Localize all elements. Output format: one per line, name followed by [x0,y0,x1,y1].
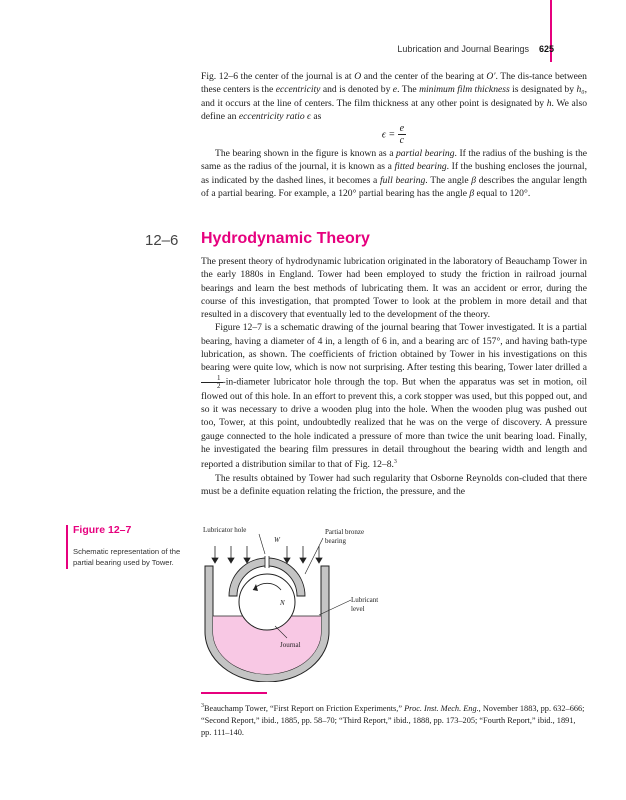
bronze-label-2: bearing [325,537,346,545]
page-number: 625 [538,44,554,54]
section-title: Hydrodynamic Theory [201,230,370,247]
speed-n-label: N [280,599,285,607]
theory-paragraph-2: Figure 12–7 is a schematic drawing of the journal bearing that Tower investigated. It is a partial bearing, having a diameter of 4 in, a length of 6 in, and a bearing arc of 157°, and having bath-type lubrication, as shown. The coefficients of friction obtained by Tower in his investigations on this bearing were quite low, which is now not surprising. After testing this bearing, Tower later drilled a $\frac{1}{2}$ -in-diameter lubricator hole through the top. But when the apparatus was set in motion, oil flowed out of this hole. In an effort to prevent this, a cork stopper was used, but this popped out, and so it was necessary to drive a wooden plug into the hole. When the wooden plug was pushed out too, Tower, at this point, undoubtedly realized that he was on the verge of discovery. A pressure gauge connected to the hole indicated a pressure of more than twice the unit bearing load. Finally, he investigated the bearing film pressures in detail throughout the bearing width and length and reported a distribution similar to that of Fig. 12–8.$^3$ [201,322,587,471]
intro-text [201,70,587,200]
load-w-label: W [274,536,280,544]
theory-paragraph-1: The present theory of hydrodynamic lubrication originated in the laboratory of Beauchamp Tower in the early 1880s in England. Tower had been employed to study the friction in railroad journal bearings and learn the best methods of lubricating them. It was an accident or error, during the course of this investigation, that prompted Tower to look at the problem in more detail and that resulted in a discovery that eventually led to the development of the theory. [201,256,587,321]
running-title: Lubrication and Journal Bearings [397,44,529,54]
section-number: 12–6 [145,232,179,249]
theory-paragraph-3: The results obtained by Tower had such regularity that Osborne Reynolds con-cluded that there must be a definite equation relating the friction, the pressure, and the [201,472,587,497]
intro-paragraph-2: The bearing shown in the figure is known as a partial bearing. If the radius of the bushing is the same as the radius of the journal, it is known as a fitted bearing. If the bushing encloses the journal, as indicated by the dashed lines, it becomes a full bearing. The angle β describes the angular length of a partial bearing. For example, a 120° partial bearing has the angle β equal to 120°. [201,148,588,200]
intro-paragraph-1: Fig. 12–6 the center of the journal is at O and the center of the bearing at O′. The dis-tance between these centers is the eccentricity and is denoted by e. The minimum film thickness is designated by h₀, and it occurs at the line of centers. The film thickness at any other point is designated by h. We also define an eccentricity ratio ϵ as [201,71,587,122]
journal-label: Journal [280,641,301,649]
eccentricity-equation [201,124,587,146]
figure-caption: Schematic representation of the partial bearing used by Tower. [73,547,181,567]
theory-text [201,255,587,498]
footnote-ref: 3 [393,459,397,466]
journal-circle [239,574,295,630]
lubricator-label: Lubricator hole [203,526,247,534]
figure-label: Figure 12–7 [73,524,132,536]
footnote-mark: 3 [201,703,204,709]
lubricator-hole [265,556,269,568]
bearing-schematic [201,522,401,682]
lubricant-label-2: level [351,605,365,613]
figure-accent-bar [66,525,68,569]
half-fraction: $\frac{1}{2}$ [201,375,223,390]
bronze-label-1: Partial bronze [325,528,365,536]
bronze-leader [305,538,323,574]
lubricator-leader [259,534,265,554]
running-header [397,44,554,54]
lubricant-label-1: Lubricant [351,596,379,604]
equation-fraction: $\frac{e}{c}$ [399,123,405,147]
equation-lhs: ϵ = [381,129,396,141]
footnote-rule [201,692,267,694]
footnote: $^3$Beauchamp Tower, “First Report on Friction Experiments,” Proc. Inst. Mech. Eng., November 1883, pp. 632–666; “Second Report,” ibid., 1885, pp. 58–70; “Third Report,” ibid., 1888, pp. 173–205; “Fourth Report,” ibid., 1891, pp. 111–140. [201,703,585,737]
